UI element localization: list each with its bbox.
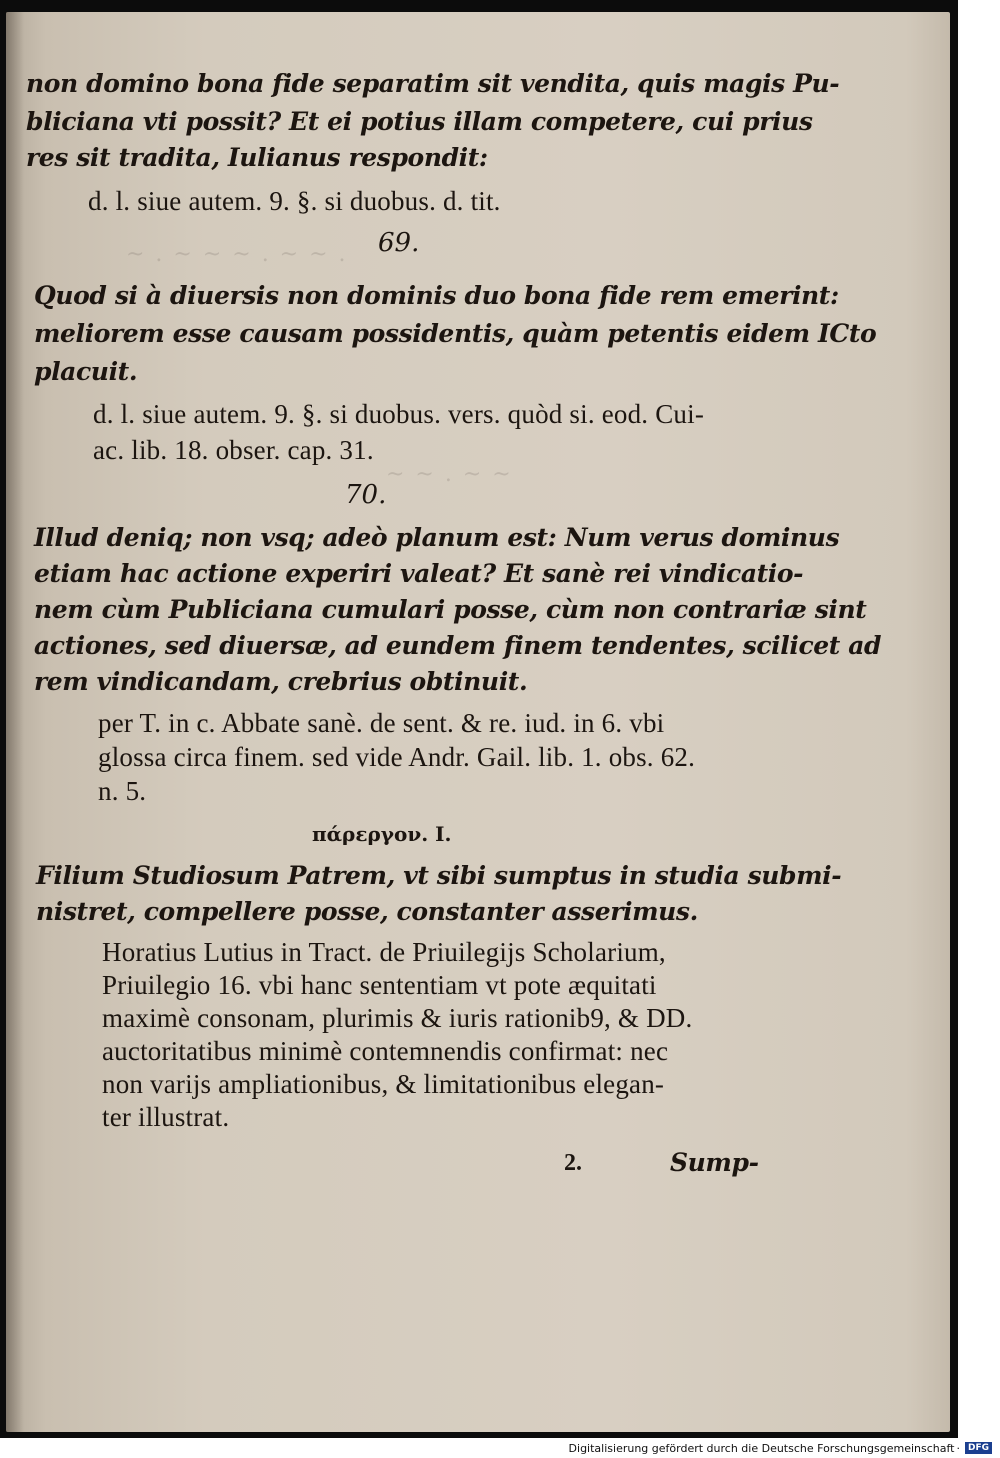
bleed-through: ~ . ~ ~ ~ . ~ ~ . bbox=[126, 242, 348, 267]
text-line: Illud deniq; non vsq; adeò planum est: Num verus dominus bbox=[34, 523, 840, 552]
citation-line: d. l. siue autem. 9. §. si duobus. d. tit. bbox=[88, 186, 501, 216]
citation-line: ter illustrat. bbox=[102, 1102, 230, 1132]
text-line: Filium Studiosum Patrem, vt sibi sumptus in studia submi- bbox=[36, 861, 842, 890]
text-line: etiam hac actione experiri valeat? Et sanè rei vindicatio- bbox=[34, 559, 804, 588]
citation-line: d. l. siue autem. 9. §. si duobus. vers. quòd si. eod. Cui- bbox=[93, 399, 705, 429]
text-line: Quod si à diuersis non dominis duo bona fide rem emerint: bbox=[34, 281, 839, 310]
citation-line: ac. lib. 18. obser. cap. 31. bbox=[93, 435, 374, 465]
text-line: bliciana vti possit? Et ei potius illam competere, cui prius bbox=[26, 107, 813, 136]
citation-line: Priuilegio 16. vbi hanc sententiam vt pote æquitati bbox=[102, 970, 657, 1000]
text-line: meliorem esse causam possidentis, quàm petentis eidem ICto bbox=[34, 319, 877, 348]
signature-mark: 2. bbox=[564, 1150, 582, 1176]
text-line: nem cùm Publiciana cumulari posse, cùm non contrariæ sint bbox=[34, 595, 867, 624]
citation-line: n. 5. bbox=[98, 776, 147, 806]
credit-text: Digitalisierung gefördert durch die Deutsche Forschungsgemeinschaft bbox=[568, 1441, 955, 1455]
text-line: non domino bona fide separatim sit vendita, quis magis Pu- bbox=[26, 69, 840, 98]
text-line: res sit tradita, Iulianus respondit: bbox=[26, 143, 488, 172]
bleed-through: ~ ~ . ~ ~ bbox=[386, 462, 513, 487]
text-line: placuit. bbox=[34, 357, 138, 386]
section-number: 69. bbox=[378, 228, 420, 258]
parergon-heading: πάρεργον. I. bbox=[312, 822, 452, 846]
citation-line: per T. in c. Abbate sanè. de sent. & re. iud. in 6. vbi bbox=[98, 708, 665, 738]
citation-line: maximè consonam, plurimis & iuris rationib9, & DD. bbox=[102, 1003, 693, 1033]
citation-line: glossa circa finem. sed vide Andr. Gail. lib. 1. obs. 62. bbox=[98, 742, 696, 772]
text-line: rem vindicandam, crebrius obtinuit. bbox=[34, 667, 528, 696]
digitization-credit bbox=[569, 1441, 992, 1455]
page-gutter-shadow bbox=[6, 12, 24, 1432]
dfg-logo: DFG bbox=[965, 1442, 992, 1454]
text-line: nistret, compellere posse, constanter asserimus. bbox=[36, 897, 698, 926]
citation-line: auctoritatibus minimè contemnendis confirmat: nec bbox=[102, 1036, 669, 1066]
citation-line: Horatius Lutius in Tract. de Priuilegijs Scholarium, bbox=[102, 937, 666, 967]
catchword: Sump- bbox=[670, 1148, 759, 1177]
citation-line: non varijs ampliationibus, & limitationibus elegan- bbox=[102, 1069, 665, 1099]
separator: · bbox=[956, 1441, 960, 1455]
section-number: 70. bbox=[345, 480, 387, 510]
text-line: actiones, sed diuersæ, ad eundem finem tendentes, scilicet ad bbox=[34, 631, 882, 660]
